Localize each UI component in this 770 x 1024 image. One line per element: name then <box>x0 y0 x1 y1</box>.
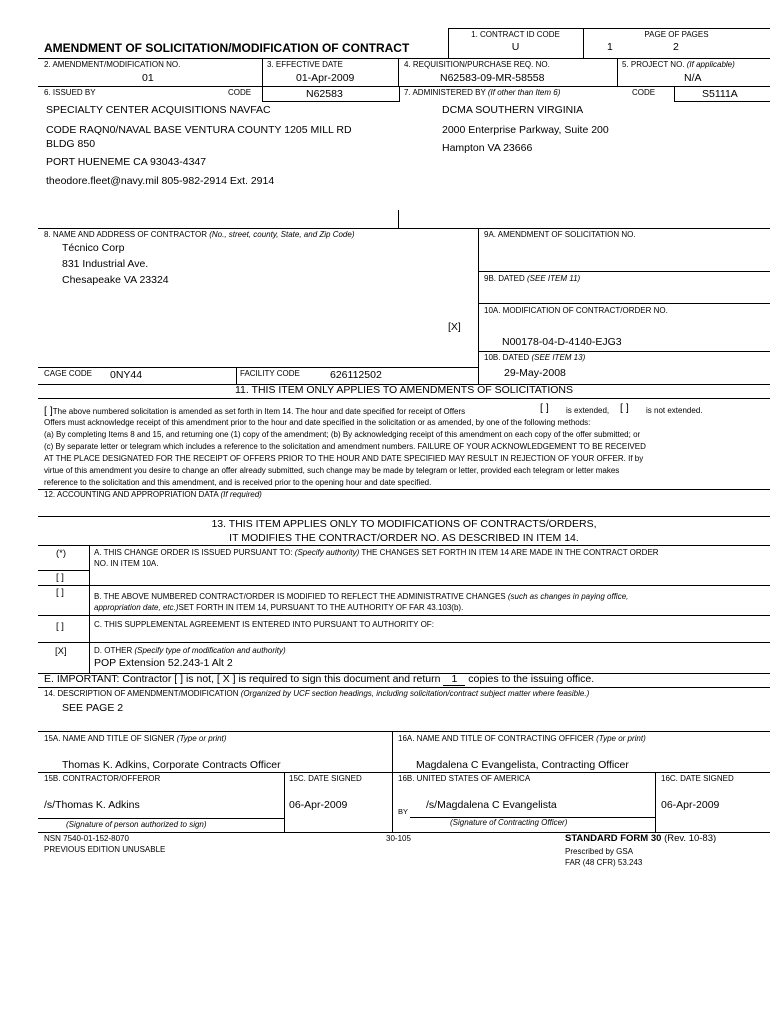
item8-label-text: 8. NAME AND ADDRESS OF CONTRACTOR <box>44 230 207 239</box>
item15a-label-text: 15A. NAME AND TITLE OF SIGNER <box>44 734 175 743</box>
item13b-line1 <box>94 592 628 601</box>
item13a-note: (Specify authority) <box>294 548 360 557</box>
issued-by-line: PORT HUENEME CA 93043-4347 <box>46 156 207 168</box>
page-of-pages-label: PAGE OF PAGES <box>644 30 709 39</box>
item11-para-line: (c) By separate letter or telegram which includes a reference to the solicitation and amendment numbers. FAILURE OF YOUR ACKNOWLEDGEMENT TO BE RECEIVED <box>44 442 646 451</box>
item7-label <box>404 88 560 97</box>
item7-note: (If other than Item 6) <box>487 88 561 97</box>
item15b-label: 15B. CONTRACTOR/OFFEROR <box>44 774 161 783</box>
item10a-value: N00178-04-D-4140-EJG3 <box>502 336 622 348</box>
item13d-line1 <box>94 646 286 655</box>
item11-para-line: reference to the solicitation and this amendment, and is received prior to the opening hour and date specified. <box>44 478 432 487</box>
item11-line1 <box>44 405 465 417</box>
item1-label: 1. CONTRACT ID CODE <box>471 30 560 39</box>
item13a-line2: NO. IN ITEM 10A. <box>94 559 159 568</box>
divider <box>398 58 399 86</box>
item10b-label <box>484 353 585 362</box>
rule <box>38 516 770 517</box>
admin-by-line: DCMA SOUTHERN VIRGINIA <box>442 104 584 116</box>
item11-para-line: AT THE PLACE DESIGNATED FOR THE RECEIPT OF OFFERS PRIOR TO THE HOUR AND DATE SPECIFIED MAY RESULT IN REJECTION OF YOUR OFFER. If by <box>44 454 644 463</box>
item4-label: 4. REQUISITION/PURCHASE REQ. NO. <box>404 60 550 69</box>
item13e-text: E. IMPORTANT: Contractor [ ] is not, [ X ] is required to sign this document and return <box>44 673 441 685</box>
item11-title: 11. THIS ITEM ONLY APPLIES TO AMENDMENTS OF SOLICITATIONS <box>234 384 574 396</box>
rule <box>38 570 90 571</box>
item13d-note: (Specify type of modification and authority) <box>134 646 286 655</box>
item15a-note: (Type or print) <box>176 734 227 743</box>
item9b-note: (SEE ITEM 11) <box>526 274 581 283</box>
previous-edition: PREVIOUS EDITION UNUSABLE <box>44 845 166 854</box>
item10a-label: 10A. MODIFICATION OF CONTRACT/ORDER NO. <box>484 306 668 315</box>
item12-note: (If required) <box>220 490 262 499</box>
item13a-rest: THE CHANGES SET FORTH IN ITEM 14 ARE MADE IN THE CONTRACT ORDER <box>361 548 659 557</box>
item13c-label: C. THIS SUPPLEMENTAL AGREEMENT IS ENTERED INTO PURSUANT TO AUTHORITY OF: <box>94 620 434 629</box>
item16b-caption: (Signature of Contracting Officer) <box>450 818 568 827</box>
item16a-label <box>398 734 646 743</box>
rule <box>38 642 770 643</box>
divider <box>392 731 393 832</box>
item13d-label: D. OTHER <box>94 646 133 655</box>
divider <box>655 772 656 832</box>
item13a-line1 <box>94 548 659 557</box>
item16b-by: BY <box>398 807 409 816</box>
not-extended-checkbox[interactable]: [ ] <box>620 402 629 414</box>
admin-by-line: Hampton VA 23666 <box>442 142 533 154</box>
cage-code-label: CAGE CODE <box>44 369 93 378</box>
issued-by-line: CODE RAQN0/NAVAL BASE VENTURA COUNTY 1205 MILL RD <box>46 124 352 136</box>
item13b-label: B. THE ABOVE NUMBERED CONTRACT/ORDER IS MODIFIED TO REFLECT THE ADMINISTRATIVE CHANGES <box>94 592 506 601</box>
item11-checkbox[interactable]: [ ] <box>44 405 53 417</box>
header-top-line <box>448 28 770 29</box>
rule <box>478 271 770 272</box>
item15b-caption: (Signature of person authorized to sign) <box>66 820 207 829</box>
rule <box>38 585 770 586</box>
rule <box>38 367 478 368</box>
rule <box>478 351 770 352</box>
item16a-label-text: 16A. NAME AND TITLE OF CONTRACTING OFFICER <box>398 734 594 743</box>
item16c-date: 06-Apr-2009 <box>661 799 720 811</box>
item2-value: 01 <box>142 72 154 84</box>
item1-value: U <box>511 41 520 53</box>
item5-value: N/A <box>684 72 702 84</box>
item15b-signature: /s/Thomas K. Adkins <box>44 799 140 811</box>
item8-note: (No., street, county, State, and Zip Code) <box>209 230 355 239</box>
item10b-value: 29-May-2008 <box>504 367 566 379</box>
item10a-checkbox[interactable]: [X] <box>448 321 461 333</box>
form-code: 30-105 <box>386 834 411 843</box>
item4-value: N62583-09-MR-58558 <box>440 72 545 84</box>
prescribed-by: Prescribed by GSA <box>565 847 634 856</box>
issued-by-line: SPECIALTY CENTER ACQUISITIONS NAVFAC <box>46 104 271 116</box>
facility-code-label: FACILITY CODE <box>240 369 300 378</box>
divider <box>284 772 285 832</box>
contractor-name: Técnico Corp <box>62 242 125 254</box>
divider <box>236 367 237 384</box>
standard-form <box>565 833 716 844</box>
item15c-date: 06-Apr-2009 <box>289 799 348 811</box>
item3-value: 01-Apr-2009 <box>296 72 355 84</box>
item13-title-line1: 13. THIS ITEM APPLIES ONLY TO MODIFICATIONS OF CONTRACTS/ORDERS, <box>211 518 597 530</box>
item5-label-text: 5. PROJECT NO. <box>622 60 685 69</box>
divider <box>398 210 399 228</box>
form-title: AMENDMENT OF SOLICITATION/MODIFICATION OF CONTRACT <box>44 41 410 55</box>
item11-text: The above numbered solicitation is amended as set forth in Item 14. The hour and date specified for receipt of Offers <box>52 407 466 416</box>
issued-by-email: theodore.fleet@navy.mil 805-982-2914 Ext. 2914 <box>46 175 275 187</box>
item13b-line2-note: appropriation date, etc.) <box>94 603 179 612</box>
rule <box>38 615 770 616</box>
item16c-label: 16C. DATE SIGNED <box>661 774 734 783</box>
item8-label <box>44 230 355 239</box>
facility-code-value: 626112502 <box>330 369 382 381</box>
item13a-label: A. THIS CHANGE ORDER IS ISSUED PURSUANT TO: <box>94 548 293 557</box>
item16b-label: 16B. UNITED STATES OF AMERICA <box>398 774 531 783</box>
signature-line <box>38 818 284 819</box>
item12-label <box>44 490 262 499</box>
contractor-street: 831 Industrial Ave. <box>62 258 149 270</box>
standard-form-rev: (Rev. 10-83) <box>664 833 717 844</box>
contractor-city: Chesapeake VA 23324 <box>62 274 169 286</box>
cage-code-value: 0NY44 <box>110 369 143 381</box>
far-citation: FAR (48 CFR) 53.243 <box>565 858 643 867</box>
item14-note: (Organized by UCF section headings, including solicitation/contract subject matter where feasible.) <box>240 689 590 698</box>
item13e-copies[interactable]: 1 <box>443 673 465 686</box>
issued-by-line: BLDG 850 <box>46 138 96 150</box>
item5-label <box>622 60 735 69</box>
item15a-value: Thomas K. Adkins, Corporate Contracts Officer <box>62 759 281 771</box>
item9b-label-text: 9B. DATED <box>484 274 525 283</box>
item16a-note: (Type or print) <box>596 734 646 743</box>
extended-label: is extended, <box>566 406 610 415</box>
admin-by-line: 2000 Enterprise Parkway, Suite 200 <box>442 124 609 136</box>
item7-label-text: 7. ADMINISTERED BY <box>404 88 486 97</box>
standard-form-title: STANDARD FORM 30 <box>565 833 662 844</box>
item13c-check[interactable]: [ ] <box>56 621 64 632</box>
rule <box>38 731 770 732</box>
item13-title-line2: IT MODIFIES THE CONTRACT/ORDER NO. AS DESCRIBED IN ITEM 14. <box>229 532 579 544</box>
item15c-label: 15C. DATE SIGNED <box>289 774 362 783</box>
rule <box>38 58 770 59</box>
item5-note: (If applicable) <box>686 60 735 69</box>
nsn: NSN 7540-01-152-8070 <box>44 834 129 843</box>
item11-para-line: virtue of this amendment you desire to change an offer already submitted, such change may be made by telegram or letter, provided each telegram or letter makes <box>44 466 620 475</box>
page-current: 1 <box>607 41 613 53</box>
item16a-value: Magdalena C Evangelista, Contracting Officer <box>416 759 629 771</box>
item14-label <box>44 689 589 698</box>
item13d-value: POP Extension 52.243-1 Alt 2 <box>94 657 233 669</box>
item14-label-text: 14. DESCRIPTION OF AMENDMENT/MODIFICATION <box>44 689 239 698</box>
item13b-note: (such as changes in paying office, <box>507 592 629 601</box>
rule <box>38 228 770 229</box>
item6-code-label: CODE <box>228 88 252 97</box>
item6-label: 6. ISSUED BY <box>44 88 96 97</box>
rule <box>38 687 770 688</box>
item10b-label-text: 10B. DATED <box>484 353 530 362</box>
extended-checkbox[interactable]: [ ] <box>540 402 549 414</box>
divider <box>617 58 618 86</box>
item11-para-line: (a) By completing Items 8 and 15, and returning one (1) copy of the amendment; (b) By acknowledging receipt of this amendment on each copy of the offer submitted; or <box>44 430 641 439</box>
item14-value: SEE PAGE 2 <box>62 702 124 714</box>
item13e-line <box>44 673 594 686</box>
item13a2-check[interactable]: [ ] <box>56 572 64 583</box>
rule <box>478 303 770 304</box>
item6-code-value: N62583 <box>306 88 343 100</box>
item13d-check[interactable]: [X] <box>55 646 67 657</box>
item15a-label <box>44 734 226 743</box>
check-column-divider <box>89 545 90 673</box>
rule <box>38 772 770 773</box>
item13b-line2 <box>94 603 463 612</box>
item10b-note: (SEE ITEM 13) <box>531 353 586 362</box>
item7-code-label: CODE <box>632 88 656 97</box>
divider <box>262 58 263 86</box>
item13a-check[interactable]: (*) <box>56 548 67 559</box>
item7-code-value: S5111A <box>702 88 738 100</box>
item9b-label <box>484 274 580 283</box>
item12-label-text: 12. ACCOUNTING AND APPROPRIATION DATA <box>44 490 219 499</box>
not-extended-label: is not extended. <box>646 406 703 415</box>
item13e-tail: copies to the issuing office. <box>468 673 595 685</box>
item9a-label: 9A. AMENDMENT OF SOLICITATION NO. <box>484 230 636 239</box>
rule <box>38 398 770 399</box>
rule <box>38 545 770 546</box>
item13b-line2-rest: SET FORTH IN ITEM 14, PURSUANT TO THE AUTHORITY OF FAR 43.103(b). <box>178 603 464 612</box>
divider <box>478 228 479 384</box>
item11-para-line: Offers must acknowledge receipt of this amendment prior to the hour and date specified in the solicitation or as amended, by one of the following methods: <box>44 418 591 427</box>
item3-label: 3. EFFECTIVE DATE <box>267 60 343 69</box>
rule <box>38 86 770 87</box>
item16b-signature: /s/Magdalena C Evangelista <box>426 799 557 811</box>
item2-label: 2. AMENDMENT/MODIFICATION NO. <box>44 60 181 69</box>
page-total: 2 <box>673 41 679 53</box>
item13b-check[interactable]: [ ] <box>56 587 64 598</box>
